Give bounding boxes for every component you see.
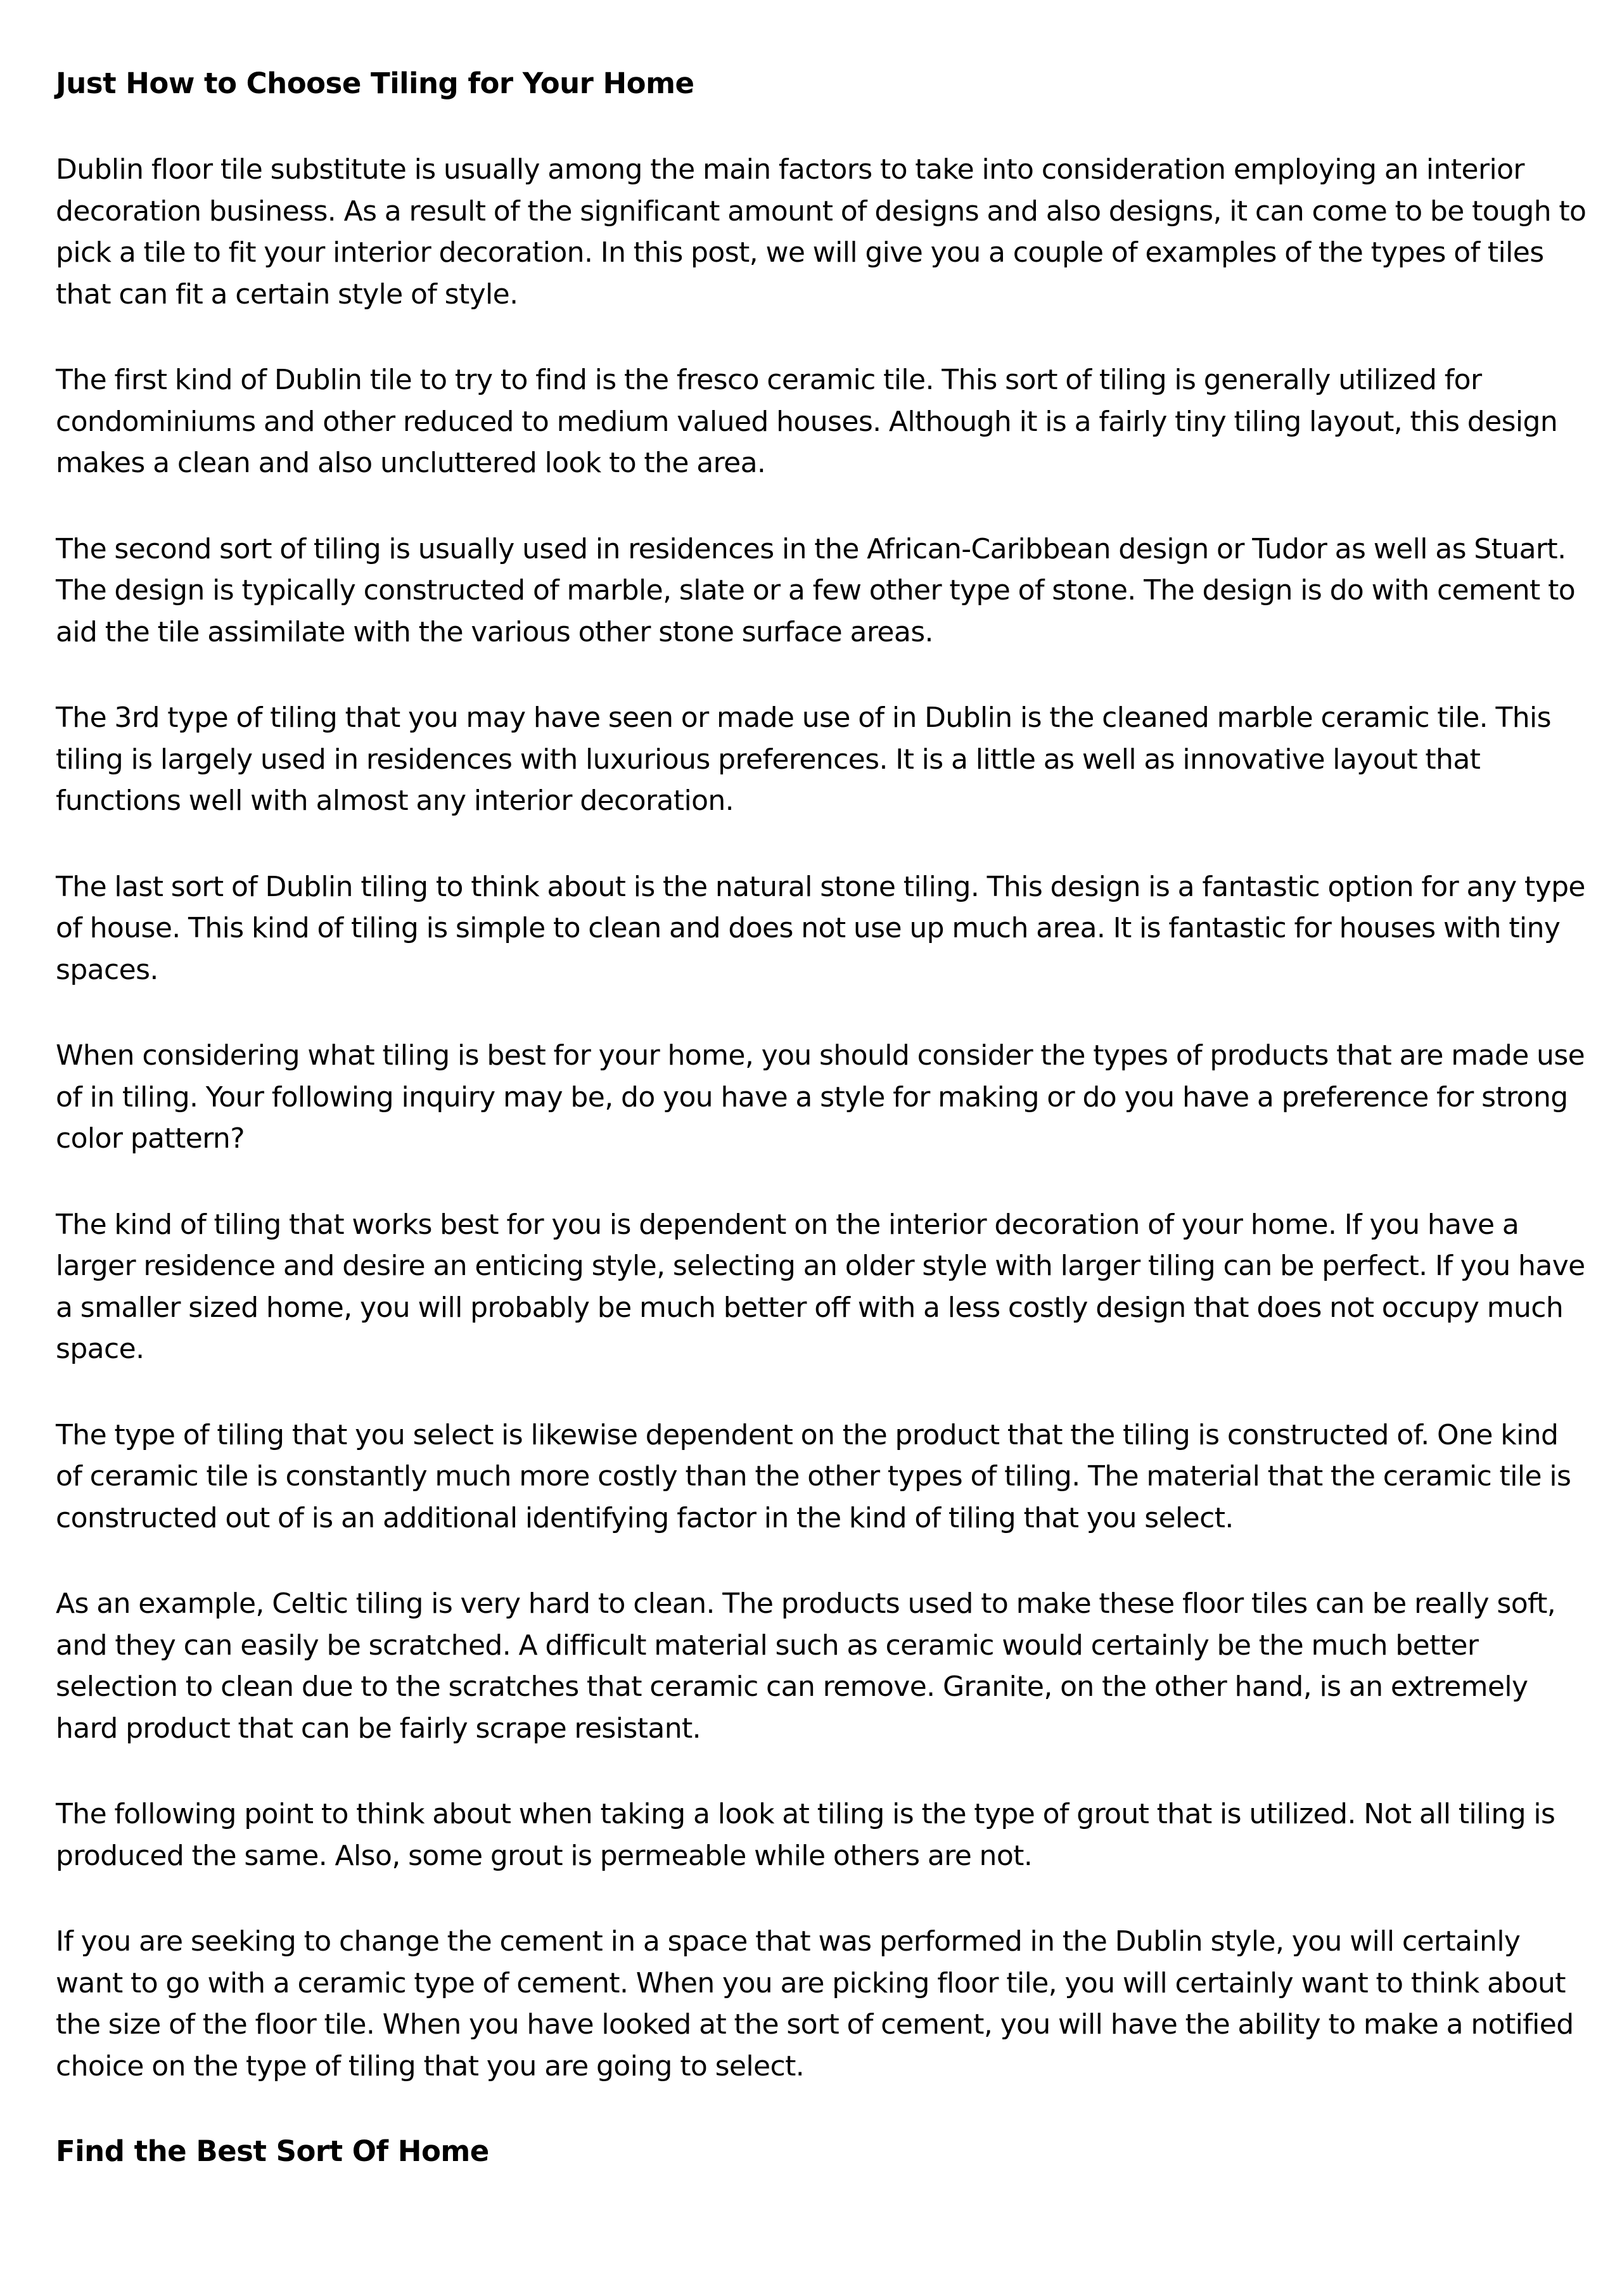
paragraph-3: The second sort of tiling is usually used in residences in the African-Caribbean design or Tudor as well as Stuart. The design is typically constructed of marble, slate or a few other type of stone. The design is do with cement to aid the tile assimilate with the various other stone surface areas. (56, 532, 1576, 648)
spacer (56, 1876, 1589, 1921)
paragraph-10: The following point to think about when taking a look at tiling is the type of grout that is utilized. Not all tiling is produced the same. Also, some grout is permeable while others are not. (56, 1798, 1555, 1872)
spacer (56, 484, 1589, 529)
paragraph-11: If you are seeking to change the cement in a space that was performed in the Dublin style, you will certainly want to go with a ceramic type of cement. When you are picking floor tile, you will certainly want to think about the size of the floor tile. When you have looked at the sort of cement, you will have the ability to make a notified choice on the type of tiling that you are going to select. (56, 1925, 1574, 2082)
spacer (56, 1160, 1589, 1204)
page-title: Just How to Choose Tiling for Your Home (56, 67, 694, 100)
paragraph-4: The 3rd type of tiling that you may have seen or made use of in Dublin is the cleaned marble ceramic tile. This tiling is largely used in residences with luxurious preferences. It is a little as well as innovative layout that functions well with almost any interior decoration. (56, 702, 1551, 817)
paragraph-9: As an example, Celtic tiling is very hard to clean. The products used to make these floor tiles can be really soft, and they can easily be scratched. A difficult material such as ceramic would certainly be the much better selection to clean due to the scratches that ceramic can remove. Granite, on the other hand, is an extremely hard product that can be fairly scrape resistant. (56, 1587, 1556, 1745)
paragraph-1: Dublin floor tile substitute is usually among the main factors to take into consideration employing an interior decoration business. As a result of the significant amount of designs and also designs, it can come to be tough to pick a tile to fit your interior decoration. In this post, we will give you a couple of examples of the types of tiles that can fit a certain style of style. (56, 153, 1587, 311)
spacer (56, 1539, 1589, 1583)
paragraph-6: When considering what tiling is best for your home, you should consider the types of products that are made use of in tiling. Your following inquiry may be, do you have a style for making or do you have a preference for strong color pattern? (56, 1039, 1585, 1155)
section-heading: Find the Best Sort Of Home (56, 2134, 489, 2168)
spacer (56, 1370, 1589, 1414)
spacer (56, 104, 1589, 149)
document-page (56, 63, 1589, 2172)
spacer (56, 2087, 1589, 2131)
spacer (56, 822, 1589, 866)
paragraph-2: The first kind of Dublin tile to try to find is the fresco ceramic tile. This sort of tiling is generally utilized for condominiums and other reduced to medium valued houses. Although it is a fairly tiny tiling layout, this design makes a clean and also uncluttered look to the area. (56, 364, 1558, 479)
spacer (56, 991, 1589, 1035)
paragraph-5: The last sort of Dublin tiling to think about is the natural stone tiling. This design is a fantastic option for any type of house. This kind of tiling is simple to clean and does not use up much area. It is fantastic for houses with tiny spaces. (56, 870, 1585, 986)
spacer (56, 315, 1589, 359)
paragraph-7: The kind of tiling that works best for you is dependent on the interior decoration of your home. If you have a larger residence and desire an enticing style, selecting an older style with larger tiling can be perfect. If you have a smaller sized home, you will probably be much better off with a less costly design that does not occupy much space. (56, 1208, 1585, 1365)
spacer (56, 653, 1589, 697)
spacer (56, 1749, 1589, 1793)
paragraph-8: The type of tiling that you select is likewise dependent on the product that the tiling is constructed of. One kind of ceramic tile is constantly much more costly than the other types of tiling. The material that the ceramic tile is constructed out of is an additional identifying factor in the kind of tiling that you select. (56, 1418, 1571, 1534)
